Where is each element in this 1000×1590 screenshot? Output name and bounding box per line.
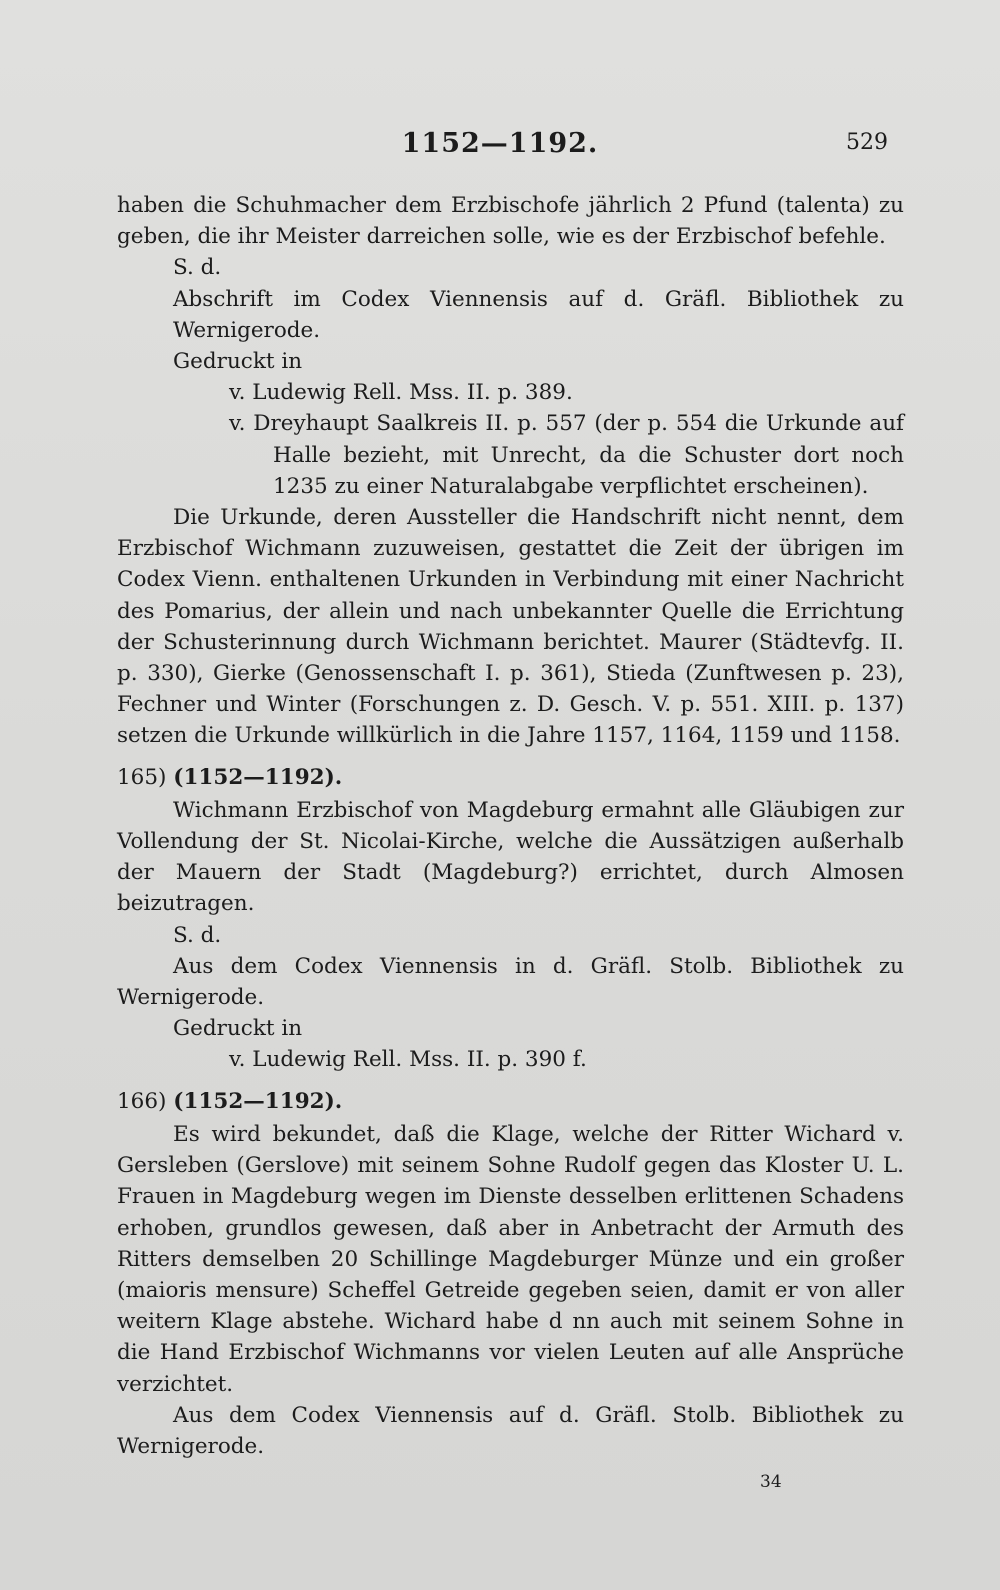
- running-head-title: 1152—1192.: [401, 128, 599, 159]
- running-head: [0, 128, 1000, 168]
- sine-dato-164: S. d.: [173, 255, 222, 281]
- entry-166-number: 166): [117, 1088, 167, 1114]
- gedruckt-label-165: Gedruckt in: [173, 1016, 303, 1042]
- signature-mark: 34: [760, 1472, 782, 1492]
- entry-165-date: (1152—1192).: [173, 764, 343, 790]
- sine-dato-165: S. d.: [173, 922, 222, 948]
- entry-165-heading: [117, 762, 904, 793]
- reference-dreyhaupt: v. Dreyhaupt Saalkreis II. p. 557 (der p. 554 die Urkunde auf Halle bezieht, mit Unrecht, da die Schuster dort noch 1235 zu einer Naturalabgabe verpflichtet erscheinen).: [229, 411, 904, 499]
- entry-166-heading: [117, 1086, 904, 1117]
- reference-ludewig-164: v. Ludewig Rell. Mss. II. p. 389.: [229, 380, 573, 406]
- entry-165-summary: Wichmann Erzbischof von Magdeburg ermahnt alle Gläubigen zur Vollendung der St. Nicolai-Kirche, welche die Aussätzigen außerhalb der Mauern der Stadt (Magdeburg?) errichtet, durch Almosen beizutragen.: [117, 797, 904, 917]
- editorial-comment: Die Urkunde, deren Aussteller die Handschrift nicht nennt, dem Erzbischof Wichmann zuzuweisen, gestattet die Zeit der übrigen im Codex Vienn. enthaltenen Urkunden in Verbindung mit einer Nachricht des Pomarius, der allein und nach unbekannter Quelle die Errichtung der Schusterinnung durch Wichmann berichtet. Maurer (Städtevfg. II. p. 330), Gierke (Genossenschaft I. p. 361), Stieda (Zunftwesen p. 23), Fechner und Winter (Forschungen z. D. Gesch. V. p. 551. XIII. p. 137) setzen die Urkunde willkürlich in die Jahre 1157, 1164, 1159 und 1158.: [117, 505, 904, 749]
- entry-165-source: Aus dem Codex Viennensis in d. Gräfl. Stolb. Bibliothek zu Wernigerode.: [117, 953, 904, 1011]
- entry-166-source: Aus dem Codex Viennensis auf d. Gräfl. Stolb. Bibliothek zu Wernigerode.: [117, 1402, 904, 1459]
- reference-ludewig-165: v. Ludewig Rell. Mss. II. p. 390 f.: [229, 1047, 587, 1073]
- gedruckt-label-164: Gedruckt in: [173, 349, 303, 375]
- entry-166-summary: Es wird bekundet, daß die Klage, welche der Ritter Wichard v. Gersleben (Gerslove) mit seinem Sohne Rudolf gegen das Kloster U. L. Frauen in Magdeburg wegen im Dienste desselben erlittenen Schadens erhoben, grundlos gewesen, daß aber in Anbetracht der Armuth des Ritters demselben 20 Schillinge Magdeburger Münze und ein großer (maioris mensure) Scheffel Getreide gegeben seien, damit er von aller weitern Klage abstehe. Wichard habe d nn auch mit seinem Sohne in die Hand Erzbischof Wichmanns vor vielen Leuten auf alle Ansprüche verzichtet.: [117, 1121, 904, 1397]
- entry-166-date: (1152—1192).: [173, 1088, 343, 1114]
- entry-165-number: 165): [117, 764, 167, 790]
- page-number: 529: [846, 130, 888, 155]
- body-text: [117, 190, 904, 1462]
- entry-164-paragraph: haben die Schuhmacher dem Erzbischofe jährlich 2 Pfund (talenta) zu geben, die ihr Meister darreichen solle, wie es der Erzbischof befehle.: [117, 193, 904, 250]
- abschrift-note: Abschrift im Codex Viennensis auf d. Gräfl. Bibliothek zu Wernigerode.: [173, 286, 904, 343]
